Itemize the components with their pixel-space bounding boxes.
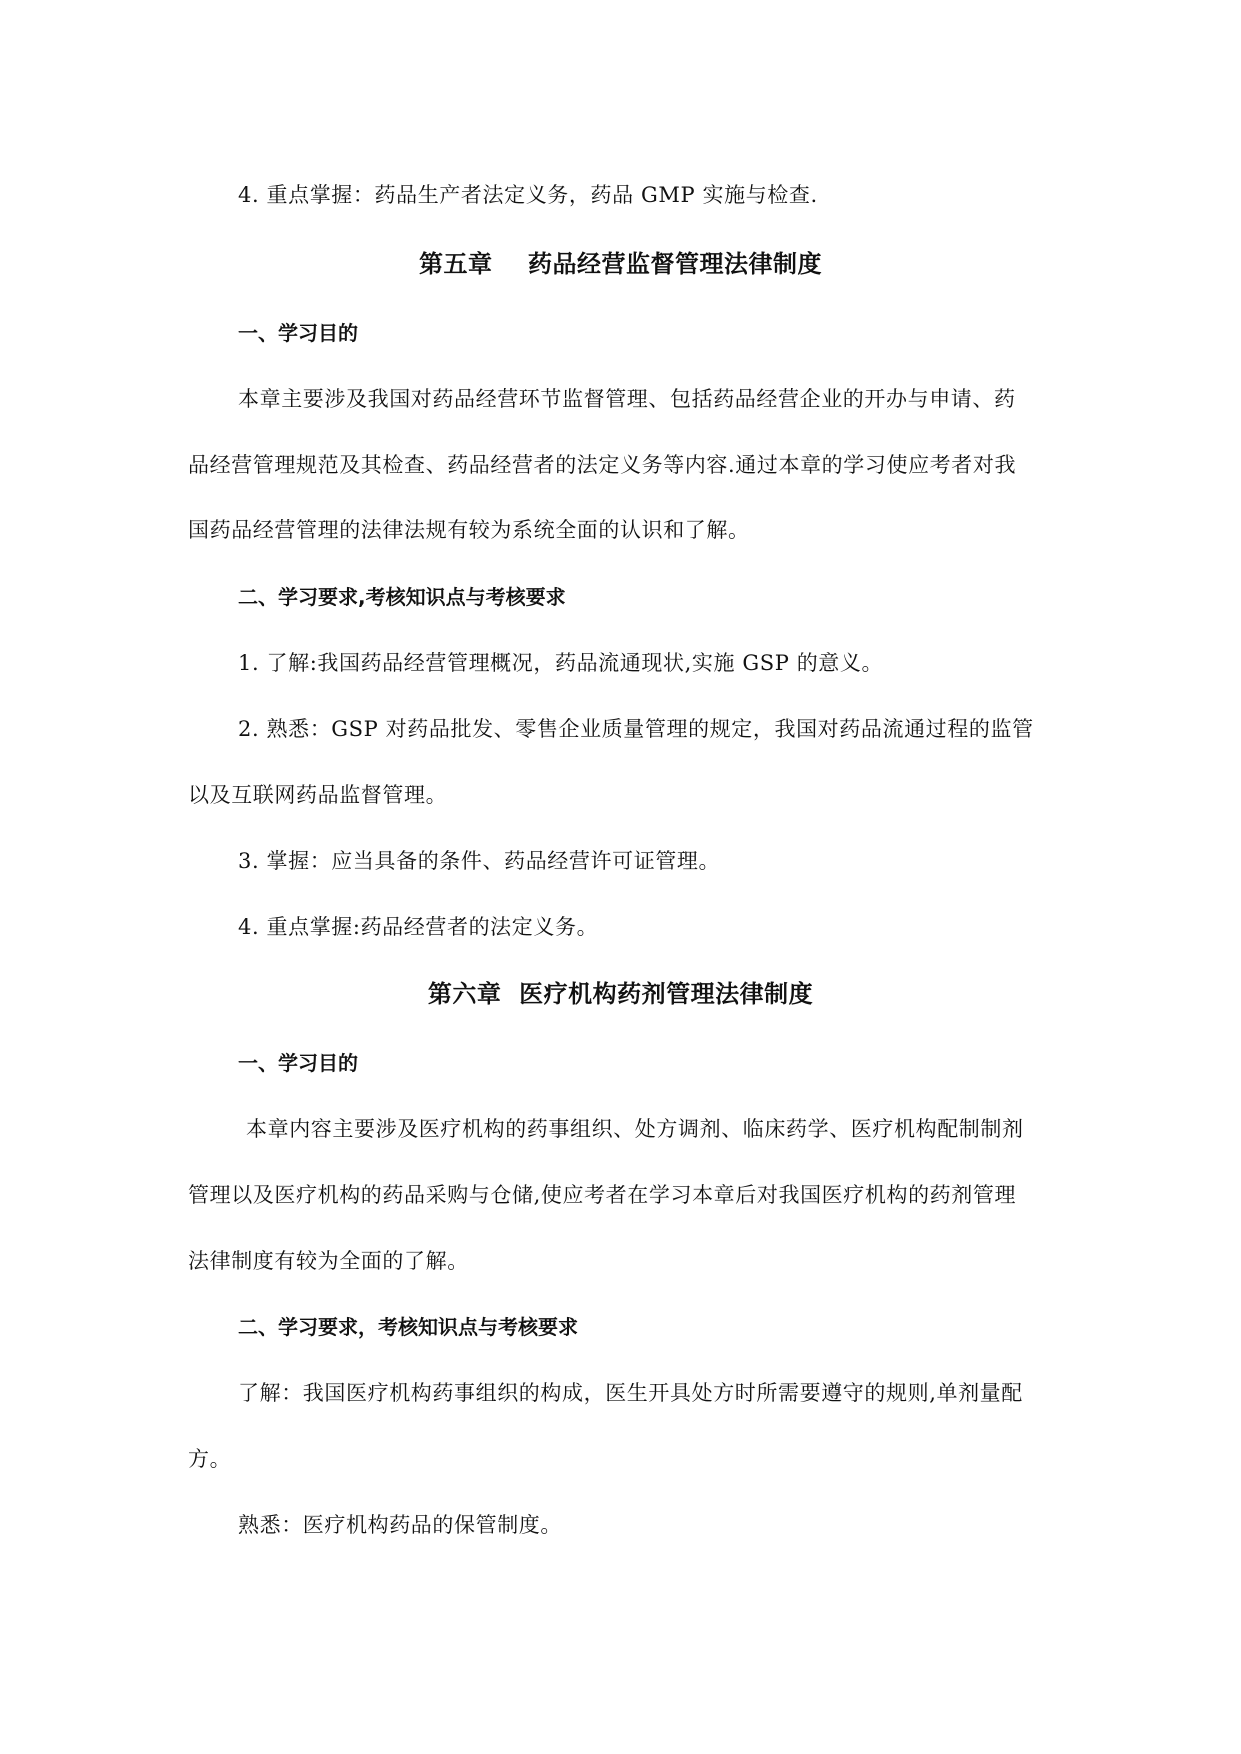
chapter6-understand-line-2: 方。 [188,1447,232,1471]
chapter5-objective-line-3: 国药品经营管理的法律法规有较为系统全面的认识和了解。 [188,518,750,542]
chapter5-requirement-3: 3. 掌握：应当具备的条件、药品经营许可证管理。 [238,849,721,873]
chapter6-familiar: 熟悉：医疗机构药品的保管制度。 [238,1513,562,1537]
chapter6-objective-line-1: 本章内容主要涉及医疗机构的药事组织、处方调剂、临床药学、医疗机构配制制剂 [246,1117,1024,1141]
chapter6-understand-line-1: 了解：我国医疗机构药事组织的构成，医生开具处方时所需要遵守的规则,单剂量配 [238,1381,1023,1405]
chapter6-title: 第六章 医疗机构药剂管理法律制度 [427,980,814,1008]
chapter6-objective-line-3: 法律制度有较为全面的了解。 [188,1249,469,1273]
chapter5-objective-line-1: 本章主要涉及我国对药品经营环节监督管理、包括药品经营企业的开办与申请、药 [238,387,1016,411]
chapter5-requirement-2-line-1: 2. 熟悉：GSP 对药品批发、零售企业质量管理的规定，我国对药品流通过程的监管 [238,717,1034,741]
chapter5-requirement-1: 1. 了解:我国药品经营管理概况，药品流通现状,实施 GSP 的意义。 [238,651,884,675]
chapter5-objective-heading: 一、学习目的 [238,321,358,345]
chapter4-item-4: 4. 重点掌握：药品生产者法定义务，药品 GMP 实施与检查. [238,183,818,207]
chapter6-requirements-heading: 二、学习要求，考核知识点与考核要求 [238,1315,578,1339]
chapter5-objective-line-2: 品经营管理规范及其检查、药品经营者的法定义务等内容.通过本章的学习使应考者对我 [188,453,1017,477]
chapter5-requirement-4: 4. 重点掌握:药品经营者的法定义务。 [238,915,599,939]
chapter6-objective-line-2: 管理以及医疗机构的药品采购与仓储,使应考者在学习本章后对我国医疗机构的药剂管理 [188,1183,1017,1207]
chapter5-requirement-2-line-2: 以及互联网药品监督管理。 [188,783,448,807]
chapter5-title: 第五章 药品经营监督管理法律制度 [419,250,822,278]
chapter5-requirements-heading: 二、学习要求,考核知识点与考核要求 [238,585,566,609]
chapter6-objective-heading: 一、学习目的 [238,1051,358,1075]
